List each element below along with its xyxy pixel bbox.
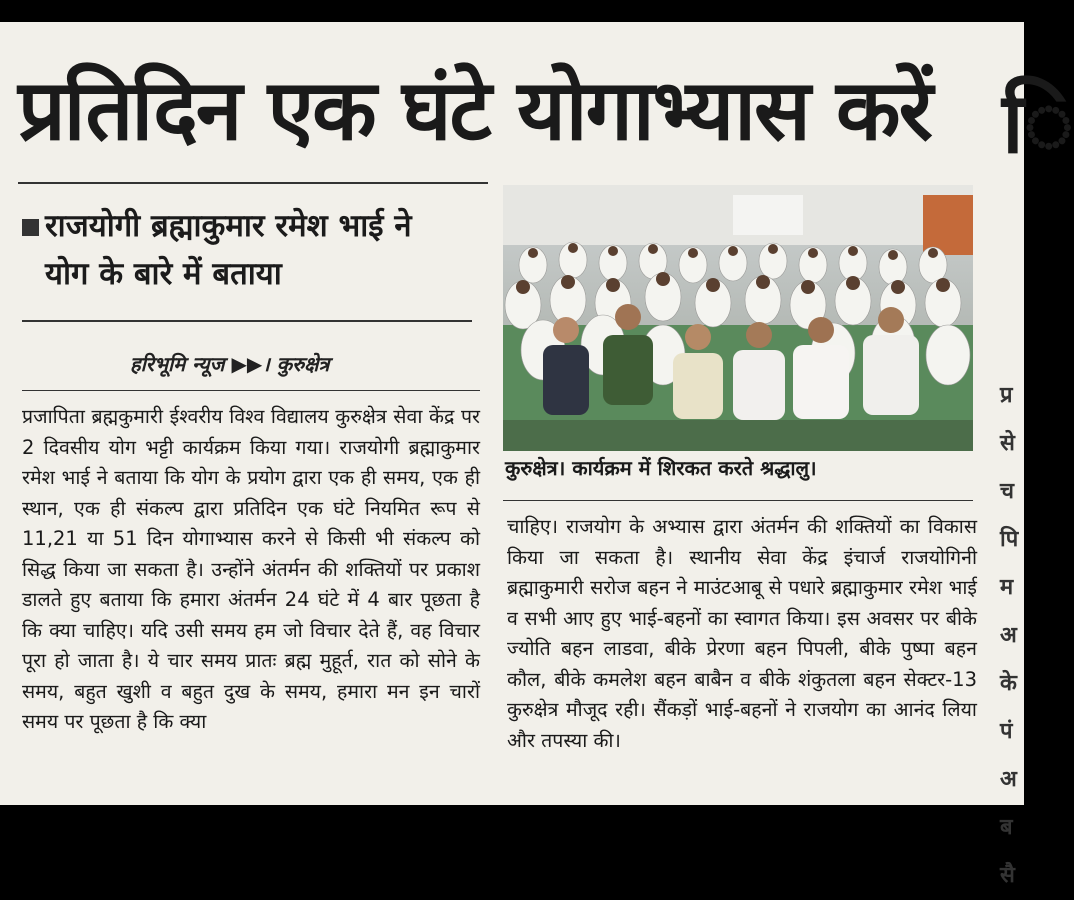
headline: प्रतिदिन एक घंटे योगाभ्यास करें	[18, 61, 931, 159]
subheadline-line-1: राजयोगी ब्रह्माकुमार रमेश भाई ने	[22, 202, 472, 250]
article-column-1	[22, 402, 480, 738]
audience-photo-illustration	[503, 185, 973, 451]
byline-rule	[22, 390, 480, 391]
newspaper-clipping	[0, 22, 1074, 888]
cropped-next-column: प्र से च पि म अ के पं अ ब सै	[1000, 383, 1019, 888]
headline-rule	[18, 182, 488, 184]
photo-caption: कुरुक्षेत्र। कार्यक्रम में शिरकत करते श्रद्धालु।	[505, 456, 817, 480]
byline: हरिभूमि न्यूज ▶▶। कुरुक्षेत्र	[130, 352, 330, 376]
article-paragraph: प्रजापिता ब्रह्मकुमारी ईश्वरीय विश्व विद्यालय कुरुक्षेत्र सेवा केंद्र पर 2 दिवसीय योग भट्टी कार्यक्रम किया गया। राजयोगी ब्रह्माकुमार रमेश भाई ने बताया कि योग के प्रयोग द्वारा एक ही समय, एक ही स्थान, एक ही संकल्प द्वारा प्रतिदिन एक घंटे नियमित रूप से 11,21 या 51 दिन योगाभ्यास करने से किसी भी संकल्प को सिद्ध किया जा सकता है। उन्होंने अंतर्मन की शक्तियों पर प्रकाश डालते हुए बताया कि हमारा अंतर्मन 24 घंटे में 4 बार पूछता है कि क्या चाहिए। यदि उसी समय हम जो विचार देते हैं, वह विचार पूरा हो जाता है। ये चार समय प्रातः ब्रह्म मुहूर्त, रात को सोने के समय, बहुत खुशी व बहुत दुख के समय, हमारा मन इन चारों समय पर पूछता है कि क्या	[22, 405, 480, 733]
subheadline	[22, 202, 472, 298]
cropped-next-headline: ि	[1002, 74, 1074, 172]
subheadline-line-2: योग के बारे में बताया	[45, 256, 282, 292]
article-paragraph: चाहिए। राजयोग के अभ्यास द्वारा अंतर्मन की शक्तियों का विकास किया जा सकता है। स्थानीय सेवा केंद्र इंचार्ज राजयोगिनी ब्रह्माकुमारी सरोज बहन ने माउंटआबू से पधारे ब्रह्माकुमार रमेश भाई व सभी आए हुए भाई-बहनों का स्वागत किया। इस अवसर पर बीके ज्योति बहन लाडवा, बीके प्रेरणा बहन पिपली, बीके पुष्पा बहन कौल, बीके कमलेश बहन बाबैन व बीके शंकुतला बहन सेक्टर-13 कुरुक्षेत्र मौजूद रही। सैंकड़ों भाई-बहनों ने राजयोग का आनंद लिया और तपस्या की।	[507, 515, 977, 752]
bullet-square-icon	[22, 219, 39, 236]
subheadline-rule	[22, 320, 472, 322]
article-column-2	[507, 512, 977, 756]
caption-rule	[503, 500, 973, 501]
event-photo	[503, 185, 973, 451]
